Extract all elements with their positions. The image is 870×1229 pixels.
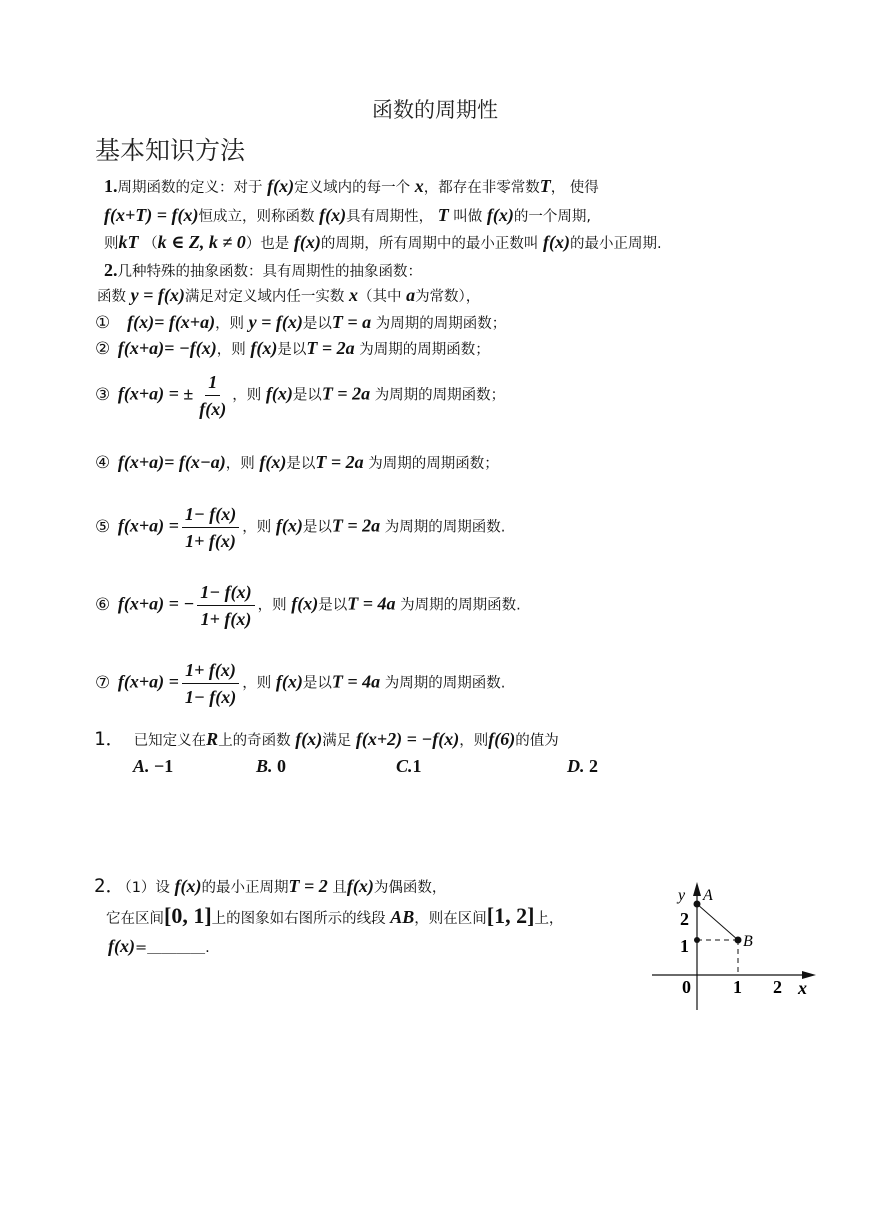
y-tick-2: 2 bbox=[680, 909, 689, 929]
rule-7: ⑦ f(x+a) = $\frac{1+ f(x)}{1- f(x)}$ ，则 f(x)是以T = 4a 为周期的周期函数. bbox=[95, 660, 506, 707]
y-axis-arrow-icon bbox=[693, 882, 701, 896]
rule-3: ③ f(x+a) = ± $\frac{1}{f(x)}$ ，则 f(x)是以T = 2a 为周期的周期函数； bbox=[95, 372, 506, 419]
answer-blank[interactable]: ＿＿＿＿. bbox=[147, 940, 210, 956]
abstract-heading: 2.几种特殊的抽象函数：具有周期性的抽象函数： bbox=[104, 260, 422, 280]
fraction: $\frac{1- f(x)}{1+ f(x)}$ bbox=[197, 580, 254, 631]
point-b bbox=[735, 937, 742, 944]
label-a: A bbox=[703, 887, 713, 904]
question-2-line-2: 它在区间[0, 1]上的图象如右图所示的线段 AB，则在区间[1, 2]上， bbox=[106, 903, 564, 928]
rule-1: ① f(x)= f(x+a)，则 y = f(x)是以T = a 为周期的周期函数； bbox=[95, 312, 507, 333]
x-tick-1: 1 bbox=[733, 977, 742, 997]
definition-line-1: 1.周期函数的定义：对于 f(x)定义域内的每一个 x，都存在非零常数T， 使得 bbox=[104, 176, 599, 196]
option-d[interactable]: D. 2 bbox=[567, 756, 598, 776]
option-a[interactable]: A. −1 bbox=[133, 756, 174, 776]
fraction: $\frac{1}{f(x)}$ bbox=[199, 372, 227, 419]
segment-ab bbox=[697, 904, 738, 940]
y-tick-1: 1 bbox=[680, 936, 689, 956]
rule-6: ⑥ f(x+a) = − $\frac{1- f(x)}{1+ f(x)}$ ，则 f(x)是以T = 4a 为周期的周期函数. bbox=[95, 582, 521, 629]
fraction: $\frac{1+ f(x)}{1- f(x)}$ bbox=[182, 658, 239, 709]
origin-label: 0 bbox=[682, 977, 691, 997]
document-title: 函数的周期性 bbox=[372, 98, 498, 122]
section-heading: 基本知识方法 bbox=[95, 136, 246, 165]
tick-y-1 bbox=[694, 937, 700, 943]
x-label: x bbox=[798, 978, 807, 998]
question-1: 1． 已知定义在R上的奇函数 f(x)满足 f(x+2) = −f(x)，则f(6)的值为 bbox=[94, 728, 559, 750]
label-b: B bbox=[743, 933, 753, 950]
question-2-line-3: f(x)=＿＿＿＿. bbox=[108, 936, 210, 956]
rule-2: ② f(x+a)= −f(x)，则 f(x)是以T = 2a 为周期的周期函数； bbox=[95, 338, 490, 359]
function-graph bbox=[640, 870, 830, 1020]
fraction: $\frac{1- f(x)}{1+ f(x)}$ bbox=[182, 502, 239, 553]
definition-line-2: f(x+T) = f(x)恒成立，则称函数 f(x)具有周期性， T 叫做 f(x)的一个周期, bbox=[104, 205, 591, 225]
abstract-intro: 函数 y = f(x)满足对定义域内任一实数 x（其中 a为常数）， bbox=[97, 285, 481, 305]
option-c[interactable]: C.1 bbox=[396, 756, 422, 776]
y-label: y bbox=[678, 887, 686, 904]
rule-5: ⑤ f(x+a) = $\frac{1- f(x)}{1+ f(x)}$ ，则 f(x)是以T = 2a 为周期的周期函数. bbox=[95, 504, 506, 551]
x-tick-2: 2 bbox=[773, 977, 782, 997]
option-b[interactable]: B. 0 bbox=[256, 756, 287, 776]
question-2-line-1: 2．（1）设 f(x)的最小正周期T = 2 且f(x)为偶函数， bbox=[94, 875, 447, 897]
definition-line-3: 则kT （k ∈ Z, k ≠ 0）也是 f(x)的周期，所有周期中的最小正数叫 f(x)的最小正周期. bbox=[104, 232, 662, 252]
point-a bbox=[694, 901, 701, 908]
rule-4: ④ f(x+a)= f(x−a)，则 f(x)是以T = 2a 为周期的周期函数； bbox=[95, 452, 499, 473]
